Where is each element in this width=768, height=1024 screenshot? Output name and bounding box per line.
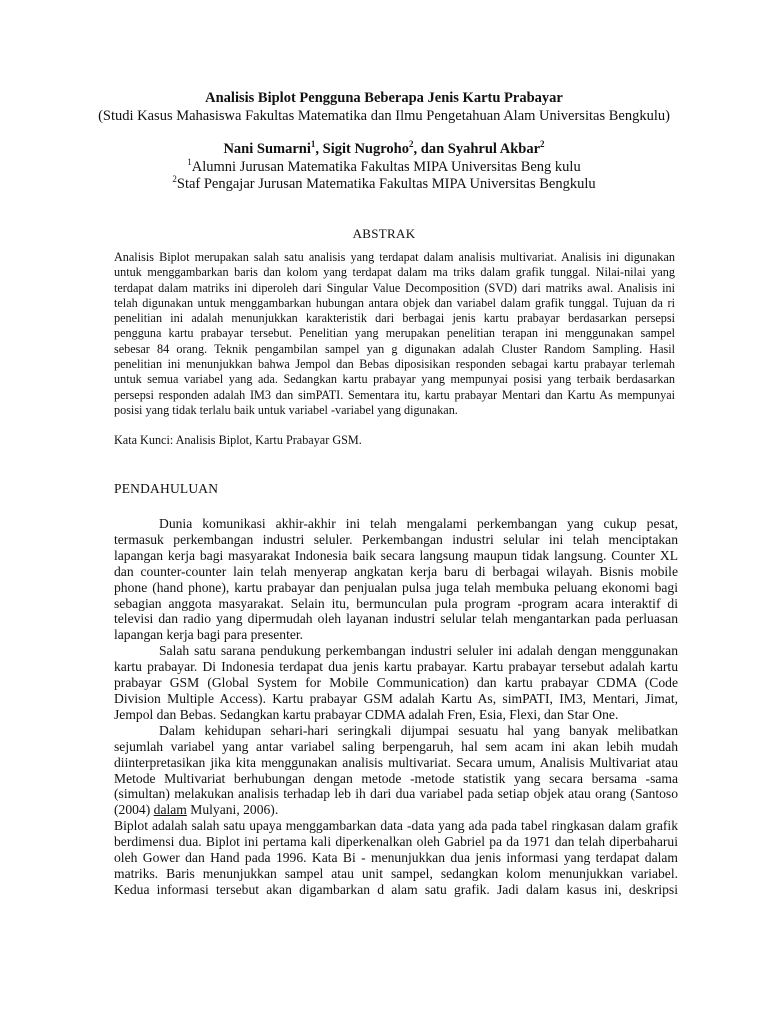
author-superscript: 1 (310, 139, 316, 150)
text-line: Jempol dan Bebas. Sedangkan kartu prabayar CDMA adalah Fren, Esia, Flexi, dan Star One. (114, 706, 619, 722)
affiliation-1 (0, 158, 768, 176)
affiliation-text: Alumni Jurusan Matematika Fakultas MIPA Universitas Beng kulu (191, 159, 581, 175)
text-line: lapangan kerja bagi para presenter. (114, 627, 304, 643)
text-line: persepsi responden adalah IM3 dan simPATI. Sementara itu, kartu prabayar Mentari dan Kartu As mempunyai (114, 387, 675, 402)
affiliation-2 (0, 175, 768, 193)
paper-title: Analisis Biplot Pengguna Beberapa Jenis Kartu Prabayar (205, 90, 563, 106)
text-line: Dalam kehidupan sehari-hari seringkali dijumpai sesuatu hal yang banyak melibatkan (159, 722, 678, 738)
text-line: terdapat dalam matriks ini diperoleh dari Singular Value Decomposition (SVD) dari matriks awal. Analisis ini (114, 280, 675, 295)
text-line: Dunia komunikasi akhir-akhir ini telah mengalami perkembangan yang cukup pesat, (159, 516, 678, 531)
text-line: prabayar GSM (Global System for Mobile Communication) dan kartu prabayar CDMA (Code (114, 675, 678, 691)
text-line: termasuk perkembangan industri seluler. Perkembangan industri selular ini telah menciptakan (114, 531, 678, 547)
text-line: diinterpretasikan jika kita menggunakan analisis multivariat. Secara umum, Analisis Multivariat atau (114, 754, 678, 770)
citation-text: Mulyani, 2006). (186, 802, 279, 818)
text-line: lapangan kerja bagi masyarakat Indonesia baik secara langsung maupun tidak langsung. Counter XL (114, 547, 678, 563)
author-superscript: 2 (409, 139, 414, 150)
abstract-body (114, 250, 675, 418)
text-line: televisi dan radio yang dipermudah oleh layanan industri selular telah mengantarkan pada perluasan (114, 611, 678, 627)
affiliation-superscript: 1 (187, 157, 192, 168)
keywords: Kata Kunci: Analisis Biplot, Kartu Prabayar GSM. (114, 433, 362, 447)
text-line: dan counter-counter lain telah menyerap angkatan kerja baru di berbagai wilayah. Bisnis mobile (114, 563, 678, 579)
affiliation-superscript: 2 (172, 174, 177, 185)
author-superscript: 2 (540, 139, 545, 150)
text-line: untuk semua variabel yang ada. Sedangkan kartu prabayar yang mempunyai posisi yang terbaik berdasarkan (114, 372, 675, 387)
author-name: , dan Syahrul Akbar (413, 141, 541, 157)
author-name: , Sigit Nugroho (315, 141, 409, 157)
text-line: sejumlah variabel yang antar variabel saling berpengaruh, hal sem acam ini akan lebih mudah (114, 738, 678, 754)
text-line: kartu prabayar. Di Indonesia terdapat dua jenis kartu prabayar. Kartu prabayar tersebut adalah kartu (114, 659, 678, 675)
paper-subtitle: (Studi Kasus Mahasiswa Fakultas Matematika dan Ilmu Pengetahuan Alam Universitas Bengkulu) (98, 108, 670, 124)
underlined-word: dalam (153, 802, 187, 818)
text-line: Biplot adalah salah satu upaya menggambarkan data -data yang ada pada tabel ringkasan dalam grafik (114, 818, 678, 834)
section-body (114, 516, 678, 898)
text-line: pengguna kartu prabayar tersebut. Penelitian yang merupakan penelitian terapan ini menggunakan sampel (114, 326, 675, 341)
text-line: phone (hand phone), kartu prabayar dan penjualan pulsa juga telah membuka peluang ekonomi bagi (114, 579, 678, 595)
abstract-heading: ABSTRAK (352, 226, 416, 241)
text-line: telah digunakan untuk menggambarkan hubungan antara objek dan variabel dalam grafik tunggal. Tujuan da ri (114, 295, 675, 310)
text-line: Metode Multivariat berhubungan dengan metode -metode statistik yang secara bersama -sama (114, 770, 678, 786)
text-line: posisi yang tidak terlalu baik untuk variabel -variabel yang digunakan. (114, 402, 458, 417)
section-heading: PENDAHULUAN (114, 481, 219, 496)
text-line: berdimensi dua. Biplot ini pertama kali diperkenalkan oleh Gabriel pa da 1971 dan telah diperbaharui (114, 834, 678, 850)
author-name: Nani Sumarni (223, 141, 311, 157)
text-line: penelitian ini menunjukkan bahwa Jempol dan Bebas diposisikan responden sebagai kartu prabayar terlemah (114, 357, 675, 372)
text-line: Kedua informasi tersebut akan digambarkan d alam satu grafik. Jadi dalam kasus ini, deskripsi (114, 881, 678, 897)
text-line: sebagian anggota masyarakat. Selain itu, bermunculan pula program -program acara interaktif di (114, 595, 678, 611)
text-line: oleh Gower dan Hand pada 1996. Kata Bi - menunjukkan dua jenis informasi yang terdapat dalam (114, 850, 678, 866)
text-line: Salah satu sarana pendukung perkembangan industri seluler ini adalah dengan menggunakan (159, 643, 678, 659)
text-line: untuk menggambarkan baris dan kolom yang terdapat dalam ma triks dalam grafik tunggal. Nilai-nilai yang (114, 265, 675, 280)
text-line: (simultan) melakukan analisis terhadap leb ih dari dua variabel pada setiap objek atau orang (Santoso (114, 786, 678, 802)
affiliation-text: Staf Pengajar Jurusan Matematika Fakultas MIPA Universitas Bengkulu (176, 176, 596, 192)
text-line: Analisis Biplot merupakan salah satu analisis yang terdapat dalam analisis multivariat. Analisis ini digunakan (114, 250, 675, 264)
text-line: penelitian ini adalah menunjukkan karakteristik dari berbagai jenis kartu prabayar berdasarkan persepsi (114, 311, 675, 326)
citation-text: (2004) (114, 802, 154, 818)
text-line: matriks. Baris menunjukkan sampel atau unit sampel, sedangkan kolom menunjukkan variabel. (114, 865, 678, 881)
author-list (0, 140, 768, 158)
text-line (114, 802, 678, 818)
text-line: Division Multiple Access). Kartu prabayar GSM adalah Kartu As, simPATI, IM3, Mentari, Jimat, (114, 690, 678, 706)
text-line: sebesar 84 orang. Teknik pengambilan sampel yan g digunakan adalah Cluster Random Sampling. Hasil (114, 341, 675, 356)
